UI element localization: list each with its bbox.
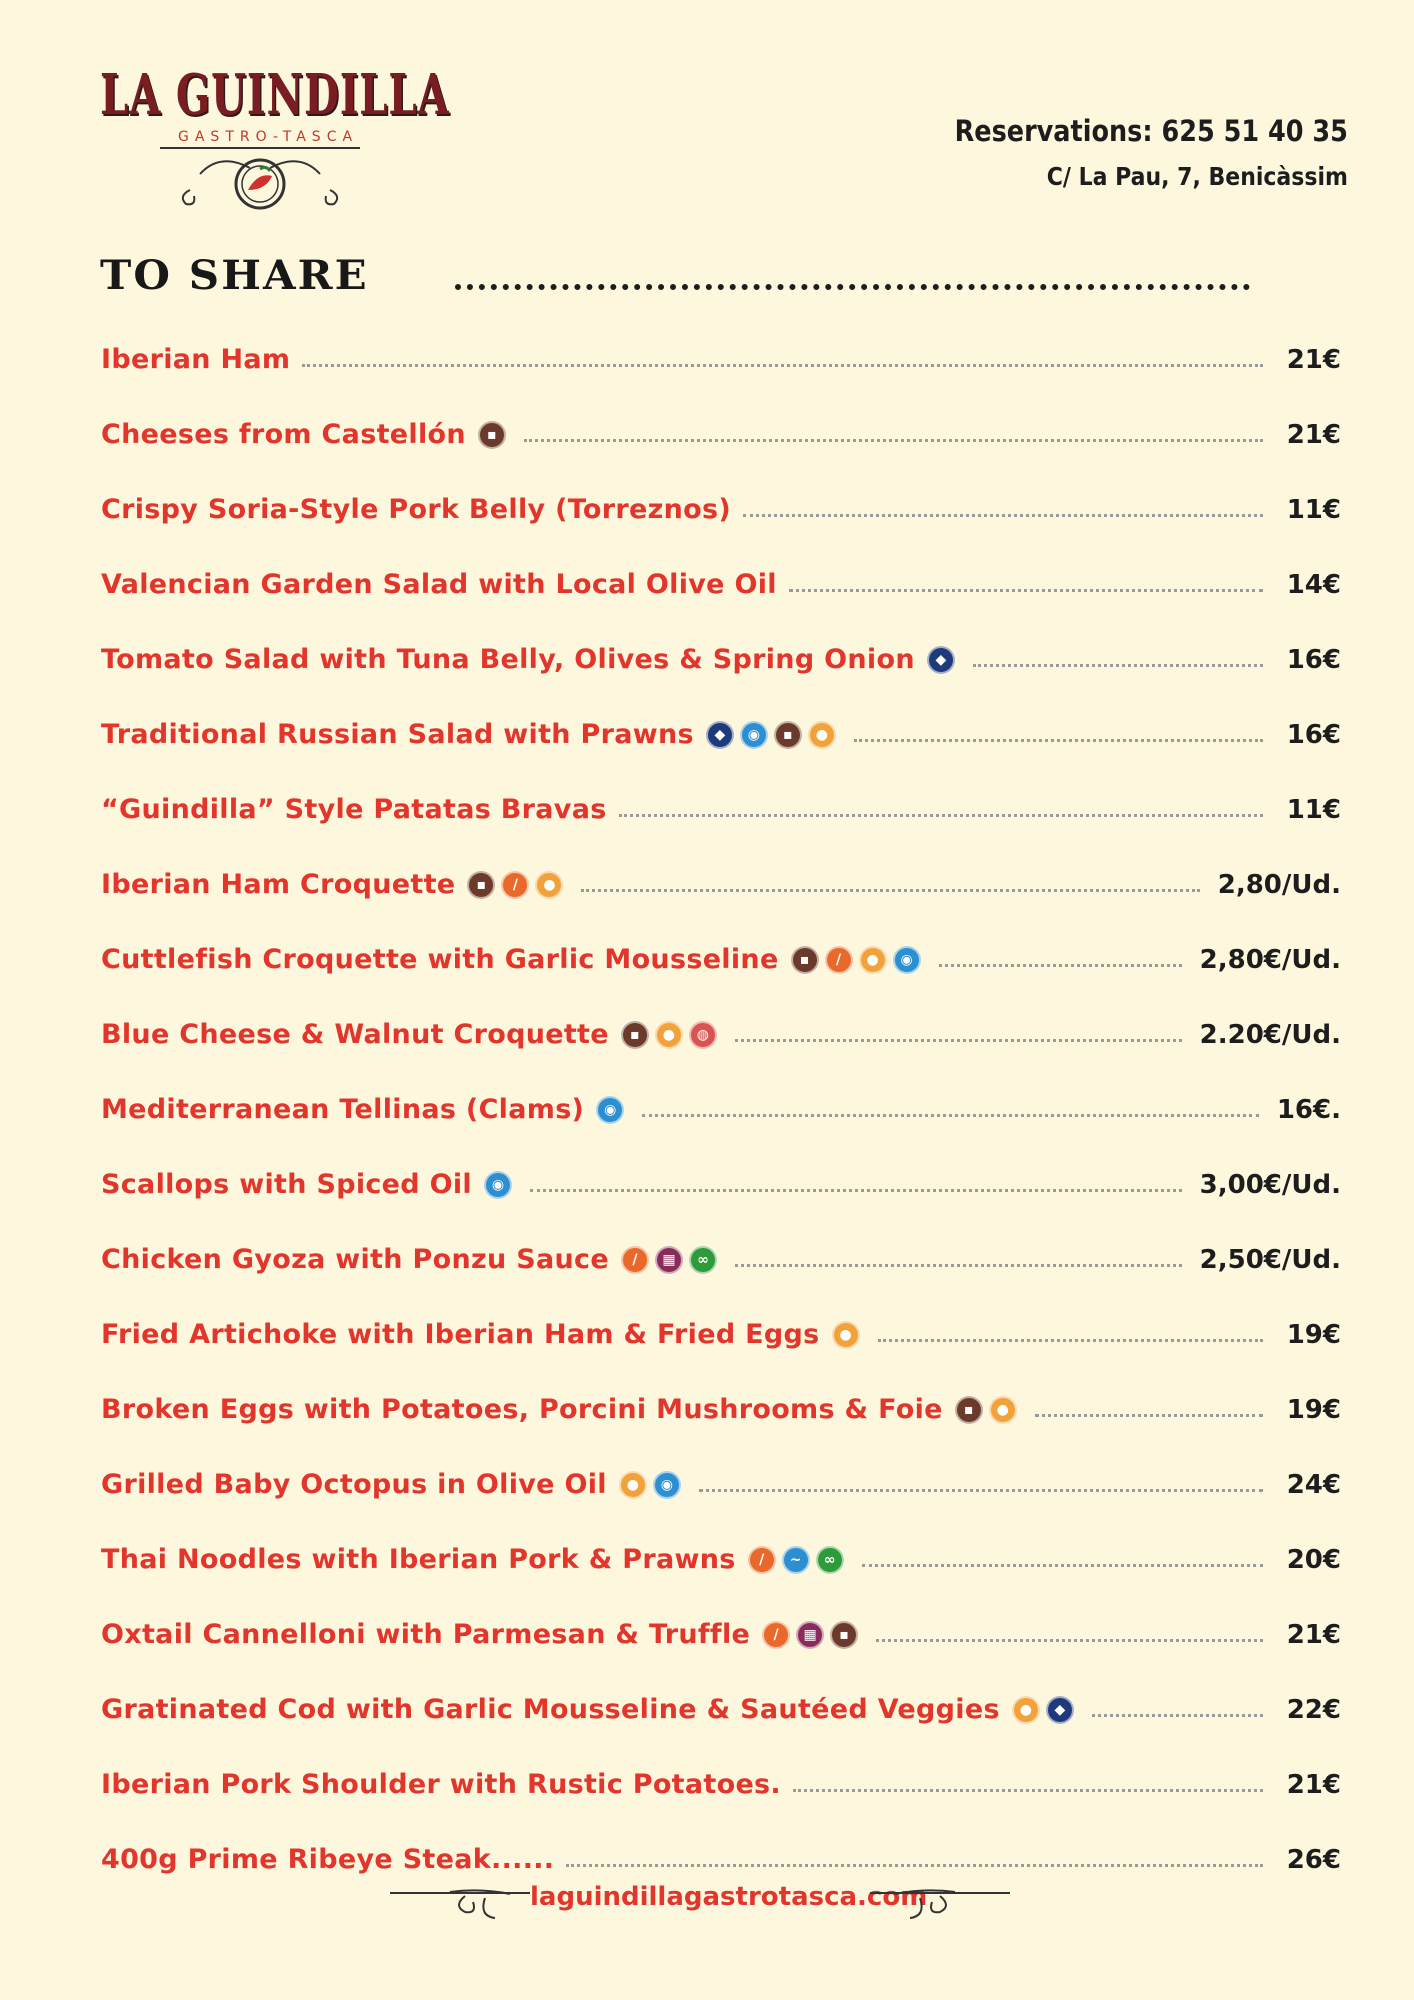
menu-item-name: Thai Noodles with Iberian Pork & Prawns — [101, 1544, 736, 1575]
menu-item-name: Cuttlefish Croquette with Garlic Mousseline — [101, 944, 779, 975]
allergen-icons — [832, 1321, 866, 1349]
dotted-leader — [566, 1864, 1263, 1867]
dotted-leader — [530, 1189, 1182, 1192]
dotted-leader — [743, 514, 1263, 517]
soy-allergen-icon: ∞ — [816, 1546, 844, 1574]
section-title: TO SHARE — [100, 252, 369, 299]
menu-item — [101, 697, 1341, 772]
menu-item-name: 400g Prime Ribeye Steak...... — [101, 1844, 555, 1875]
menu-item-price: 19€ — [1286, 1319, 1341, 1350]
soy-allergen-icon: ∞ — [689, 1246, 717, 1274]
menu-item — [101, 1372, 1341, 1447]
dotted-leader — [973, 664, 1263, 667]
milk-allergen-icon: ▪ — [955, 1396, 983, 1424]
egg-allergen-icon: ● — [859, 946, 887, 974]
allergen-icons — [621, 1021, 723, 1049]
sesame-allergen-icon: ▦ — [655, 1246, 683, 1274]
allergen-icons — [706, 721, 842, 749]
menu-item — [101, 472, 1341, 547]
milk-allergen-icon: ▪ — [478, 421, 506, 449]
menu-item — [101, 1297, 1341, 1372]
menu-item-price: 14€ — [1286, 569, 1341, 600]
menu-item — [101, 1222, 1341, 1297]
shell-allergen-icon: ◉ — [653, 1471, 681, 1499]
allergen-icons — [478, 421, 512, 449]
shell-allergen-icon: ◉ — [484, 1171, 512, 1199]
menu-item-price: 2,80€/Ud. — [1199, 944, 1341, 975]
dotted-leader — [619, 814, 1263, 817]
allergen-icons — [955, 1396, 1023, 1424]
menu-item-price: 24€ — [1286, 1469, 1341, 1500]
reservations-phone: Reservations: 625 51 40 35 — [954, 114, 1348, 148]
section-divider — [455, 284, 1250, 290]
menu-item — [101, 397, 1341, 472]
milk-allergen-icon: ▪ — [467, 871, 495, 899]
footer-line-right — [870, 1892, 1010, 1894]
gluten-allergen-icon: / — [825, 946, 853, 974]
menu-item-price: 21€ — [1286, 1619, 1341, 1650]
menu-item — [101, 997, 1341, 1072]
menu-item — [101, 1522, 1341, 1597]
gluten-allergen-icon: / — [748, 1546, 776, 1574]
menu-item — [101, 547, 1341, 622]
menu-item-name: Tomato Salad with Tuna Belly, Olives & Spring Onion — [101, 644, 915, 675]
menu-list — [101, 322, 1341, 1897]
shell-allergen-icon: ◉ — [596, 1096, 624, 1124]
menu-item-name: “Guindilla” Style Patatas Bravas — [101, 794, 607, 825]
flourish-left-icon — [445, 1886, 515, 1926]
egg-allergen-icon: ● — [535, 871, 563, 899]
menu-item — [101, 1072, 1341, 1147]
crust-allergen-icon: ~ — [782, 1546, 810, 1574]
shell-allergen-icon: ◉ — [740, 721, 768, 749]
allergen-icons — [596, 1096, 630, 1124]
menu-item-price: 16€ — [1286, 644, 1341, 675]
menu-item — [101, 1747, 1341, 1822]
milk-allergen-icon: ▪ — [791, 946, 819, 974]
menu-item-price: 22€ — [1286, 1694, 1341, 1725]
menu-item-price: 21€ — [1286, 1769, 1341, 1800]
dotted-leader — [1035, 1414, 1263, 1417]
allergen-icons — [762, 1621, 864, 1649]
menu-item-name: Iberian Ham — [101, 344, 291, 375]
fish-allergen-icon: ◆ — [706, 721, 734, 749]
menu-item-price: 16€ — [1286, 719, 1341, 750]
menu-item — [101, 1147, 1341, 1222]
menu-item — [101, 622, 1341, 697]
menu-item-price: 2,50€/Ud. — [1199, 1244, 1341, 1275]
dotted-leader — [302, 364, 1263, 367]
allergen-icons — [1012, 1696, 1080, 1724]
egg-allergen-icon: ● — [989, 1396, 1017, 1424]
contact-block — [901, 114, 1348, 191]
menu-item-name: Traditional Russian Salad with Prawns — [101, 719, 694, 750]
menu-item-name: Mediterranean Tellinas (Clams) — [101, 1094, 585, 1125]
menu-item-name: Broken Eggs with Potatoes, Porcini Mushrooms & Foie — [101, 1394, 943, 1425]
shell-allergen-icon: ◉ — [893, 946, 921, 974]
dotted-leader — [735, 1264, 1182, 1267]
menu-item-name: Crispy Soria-Style Pork Belly (Torreznos) — [101, 494, 731, 525]
menu-item-price: 11€ — [1286, 794, 1341, 825]
website-link[interactable]: laguindillagastrotasca.com — [530, 1882, 928, 1912]
dotted-leader — [789, 589, 1263, 592]
dotted-leader — [793, 1789, 1263, 1792]
fish-allergen-icon: ◆ — [927, 646, 955, 674]
footer — [390, 1878, 1010, 1948]
menu-item-name: Oxtail Cannelloni with Parmesan & Truffle — [101, 1619, 751, 1650]
menu-item-price: 26€ — [1286, 1844, 1341, 1875]
menu-item-name: Fried Artichoke with Iberian Ham & Fried Eggs — [101, 1319, 820, 1350]
menu-item-price: 20€ — [1286, 1544, 1341, 1575]
allergen-icons — [748, 1546, 850, 1574]
dotted-leader — [939, 964, 1182, 967]
milk-allergen-icon: ▪ — [830, 1621, 858, 1649]
menu-item-price: 11€ — [1286, 494, 1341, 525]
allergen-icons — [791, 946, 927, 974]
egg-allergen-icon: ● — [832, 1321, 860, 1349]
dotted-leader — [862, 1564, 1263, 1567]
brand-subtitle: GASTRO-TASCA — [178, 129, 359, 145]
menu-item — [101, 922, 1341, 997]
menu-item-name: Gratinated Cod with Garlic Mousseline & Sautéed Veggies — [101, 1694, 1000, 1725]
milk-allergen-icon: ▪ — [621, 1021, 649, 1049]
menu-item — [101, 847, 1341, 922]
menu-item-name: Scallops with Spiced Oil — [101, 1169, 472, 1200]
menu-item — [101, 1672, 1341, 1747]
egg-allergen-icon: ● — [808, 721, 836, 749]
chili-ornament-icon — [160, 144, 360, 224]
menu-item-name: Grilled Baby Octopus in Olive Oil — [101, 1469, 607, 1500]
egg-allergen-icon: ● — [619, 1471, 647, 1499]
menu-item-name: Iberian Ham Croquette — [101, 869, 456, 900]
logo — [98, 62, 450, 222]
gluten-allergen-icon: / — [501, 871, 529, 899]
menu-item-name: Iberian Pork Shoulder with Rustic Potatoes. — [101, 1769, 781, 1800]
menu-item — [101, 1597, 1341, 1672]
dotted-leader — [524, 439, 1263, 442]
dotted-leader — [876, 1639, 1263, 1642]
menu-item — [101, 1447, 1341, 1522]
dotted-leader — [1092, 1714, 1263, 1717]
menu-item-price: 19€ — [1286, 1394, 1341, 1425]
dotted-leader — [854, 739, 1263, 742]
allergen-icons — [927, 646, 961, 674]
allergen-icons — [621, 1246, 723, 1274]
allergen-icons — [467, 871, 569, 899]
menu-item-name: Valencian Garden Salad with Local Olive Oil — [101, 569, 777, 600]
menu-item-price: 2,80/Ud. — [1217, 869, 1341, 900]
menu-item-price: 3,00€/Ud. — [1199, 1169, 1341, 1200]
menu-item-name: Blue Cheese & Walnut Croquette — [101, 1019, 609, 1050]
brand-name: LA GUINDILLA — [100, 62, 450, 128]
dotted-leader — [699, 1489, 1263, 1492]
gluten-allergen-icon: / — [621, 1246, 649, 1274]
dotted-leader — [581, 889, 1199, 892]
menu-item-name: Cheeses from Castellón — [101, 419, 466, 450]
menu-item — [101, 322, 1341, 397]
allergen-icons — [619, 1471, 687, 1499]
menu-item-price: 21€ — [1286, 344, 1341, 375]
address: C/ La Pau, 7, Benicàssim — [1046, 162, 1348, 191]
dotted-leader — [642, 1114, 1259, 1117]
menu-item-price: 21€ — [1286, 419, 1341, 450]
dotted-leader — [735, 1039, 1182, 1042]
menu-item-name: Chicken Gyoza with Ponzu Sauce — [101, 1244, 609, 1275]
egg-allergen-icon: ● — [1012, 1696, 1040, 1724]
menu-item-price: 2.20€/Ud. — [1199, 1019, 1341, 1050]
sesame-allergen-icon: ▦ — [796, 1621, 824, 1649]
nut-allergen-icon: ◍ — [689, 1021, 717, 1049]
menu-item-price: 16€. — [1276, 1094, 1341, 1125]
dotted-leader — [878, 1339, 1263, 1342]
menu-item — [101, 772, 1341, 847]
gluten-allergen-icon: / — [762, 1621, 790, 1649]
allergen-icons — [484, 1171, 518, 1199]
egg-allergen-icon: ● — [655, 1021, 683, 1049]
fish-allergen-icon: ◆ — [1046, 1696, 1074, 1724]
milk-allergen-icon: ▪ — [774, 721, 802, 749]
